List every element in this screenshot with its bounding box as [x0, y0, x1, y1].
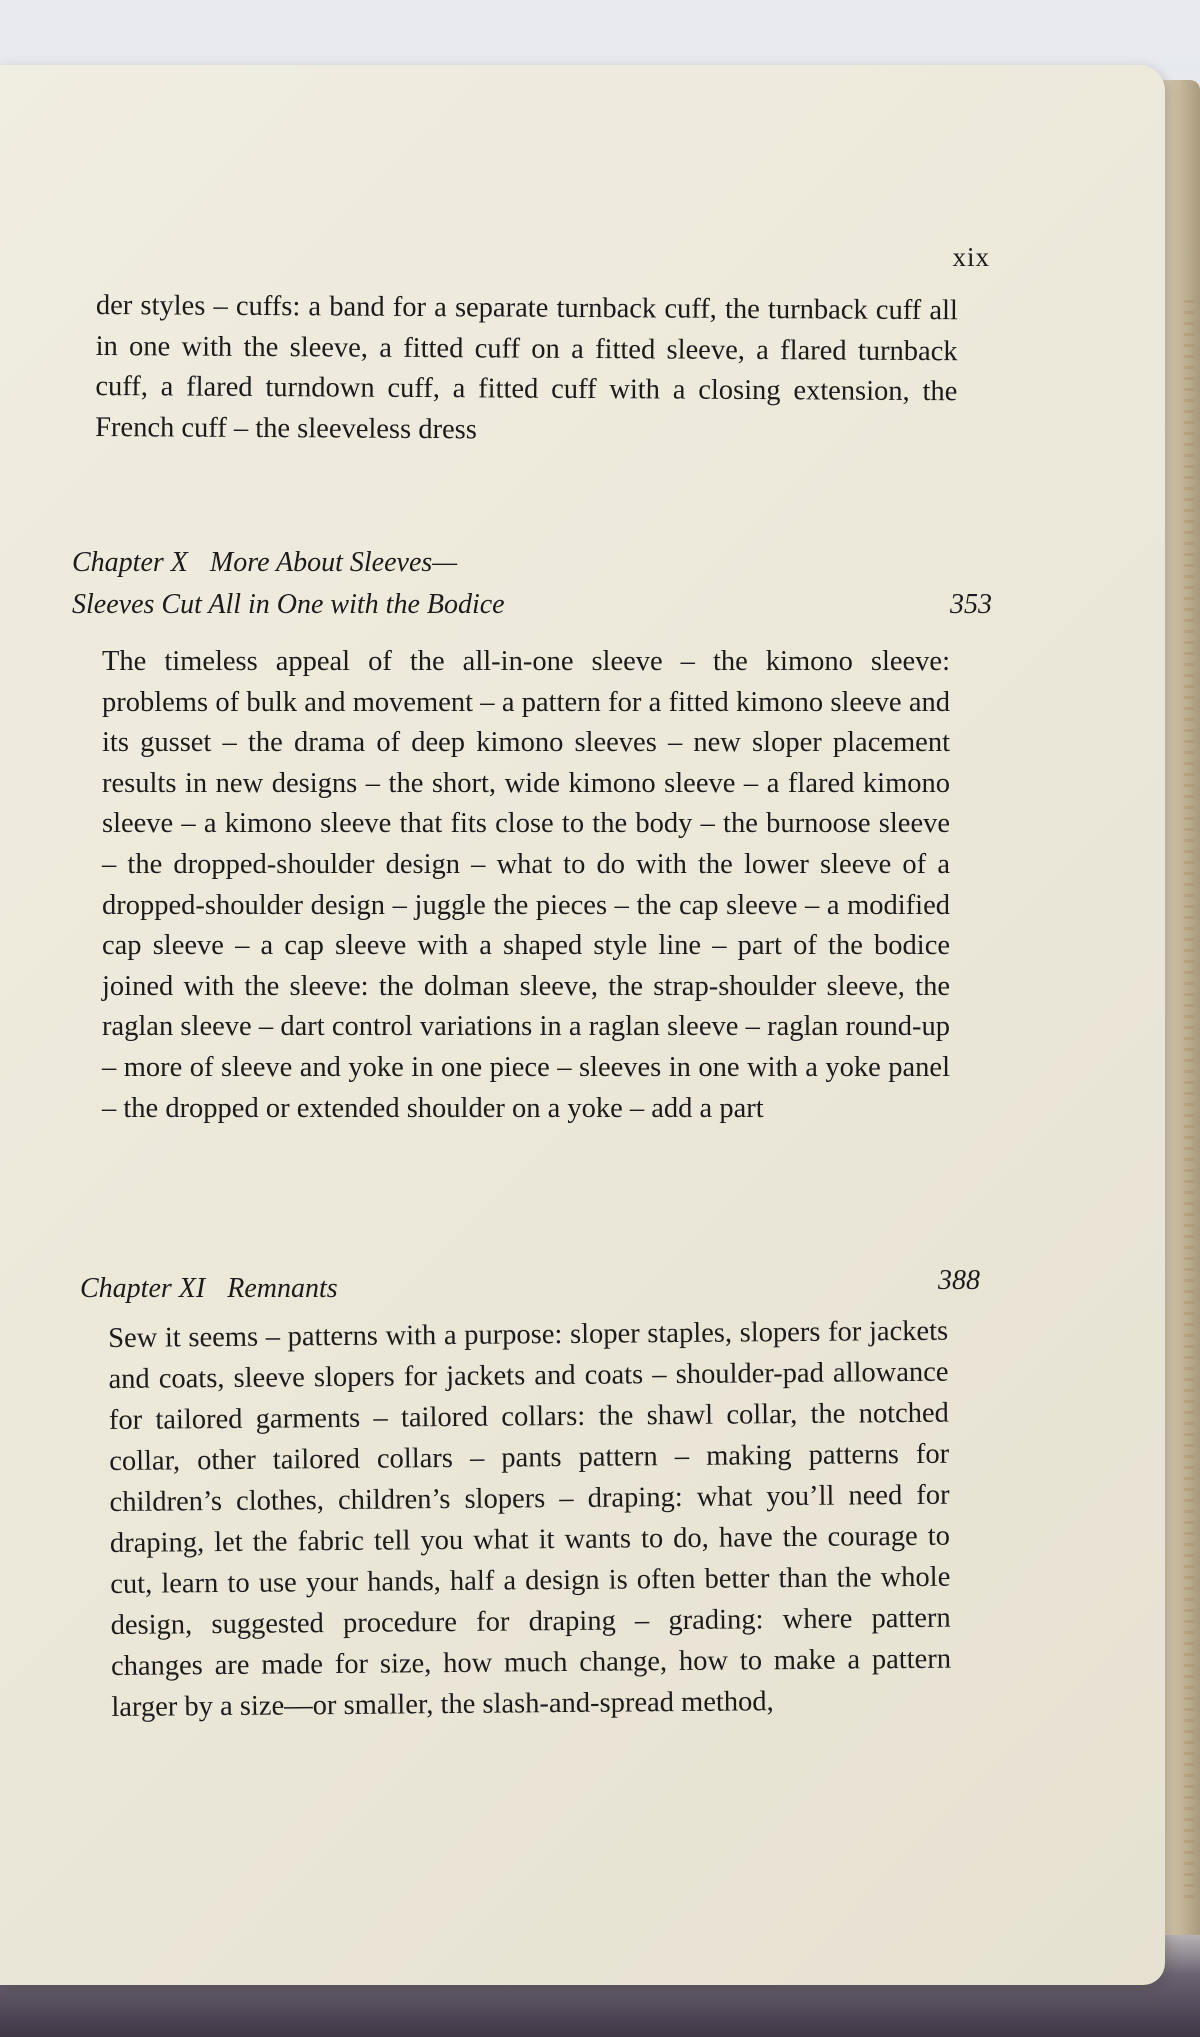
chapter-10-label: Chapter X [72, 547, 188, 578]
chapter-10-title-line2: Sleeves Cut All in One with the Bodice [72, 589, 505, 620]
chapter-11-title: Remnants [227, 1273, 338, 1304]
chapter-11-label: Chapter XI [80, 1273, 206, 1304]
chapter-10-heading [72, 542, 992, 626]
chapter-10-description: The timeless appeal of the all-in-one sleeve – the kimono sleeve: problems of bulk and movement – a pattern for a fitted kimono sleeve and its gusset – the drama of deep kimono sleeves – new sloper placement results in new designs – the short, wide kimono sleeve – a flared kimono sleeve – a kimono sleeve that fits close to the body – the burnoose sleeve – the dropped-shoulder design – what to do with the lower sleeve of a dropped-shoulder design – juggle the pieces – the cap sleeve – a modified cap sleeve – a cap sleeve with a shaped style line – part of the bodice joined with the sleeve: the dolman sleeve, the strap-shoulder sleeve, the raglan sleeve – dart control variations in a raglan sleeve – raglan round-up – more of sleeve and yoke in one piece – sleeves in one with a yoke panel – the dropped or extended shoulder on a yoke – add a part [102, 646, 950, 1124]
page-number: xix [952, 242, 990, 272]
chapter-10-page-number: 353 [950, 589, 992, 620]
chapter-10-title-line1: More About Sleeves— [209, 547, 458, 578]
chapter-11-description: Sew it seems – patterns with a purpose: sloper staples, slopers for jackets and coats, sleeve slopers for jackets and coats – shoulder-pad allowance for tailored garments – tailored collars: the shawl collar, the notched collar, other tailored collars – pants pattern – making patterns for children’s clothes, children’s slopers – draping: what you’ll need for draping, let the fabric tell you what it wants to do, have the courage to cut, learn to use your hands, half a design is often better than the whole design, suggested procedure for draping – grading: where pattern changes are made for size, how much change, how to make a pattern larger by a size—or smaller, the slash-and-spread method, [108, 1315, 952, 1723]
chapter-11-heading [80, 1265, 980, 1310]
chapter-11-page-number: 388 [938, 1265, 980, 1296]
intro-paragraph: der styles – cuffs: a band for a separate turnback cuff, the turnback cuff all in one with the sleeve, a fitted cuff on a fitted sleeve, a flared turnback cuff, a flared turndown cuff, a fitted cuff with a closing extension, the French cuff – the sleeveless dress [95, 289, 958, 445]
